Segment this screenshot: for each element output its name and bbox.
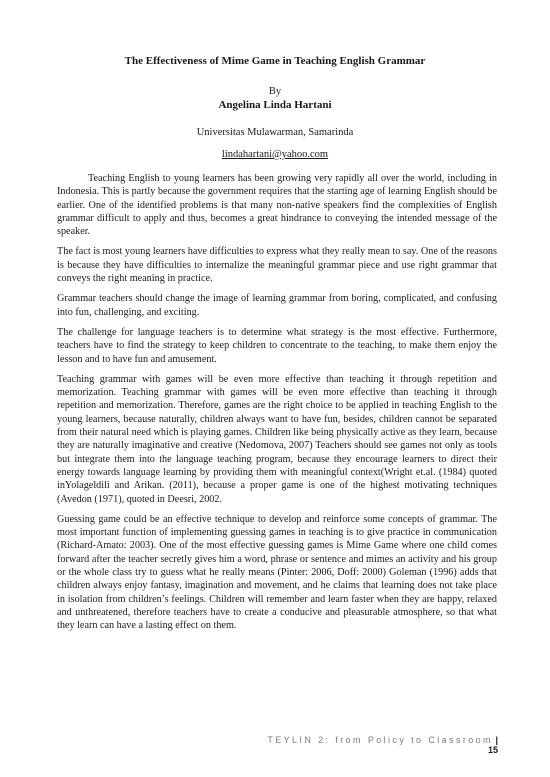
page-footer	[260, 735, 498, 755]
author-email: lindahartani@yahoo.com	[221, 149, 329, 160]
page-number: 15	[487, 745, 498, 755]
journal-name: TEYLIN 2: from Policy to Classroom	[267, 735, 493, 745]
paragraph-3: Grammar teachers should change the image of learning grammar from boring, complicated, and confusing into fun, challenging, and exciting.	[57, 293, 497, 318]
footer-separator: |	[495, 735, 498, 745]
body-text	[57, 172, 497, 640]
paragraph-4: The challenge for language teachers is to determine what strategy is the most effective. Furthermore, teachers have to find the strategy to keep children to concentrate to the teaching, to make them enjoy the lesson and to have fun and amusement.	[57, 326, 497, 365]
by-line: By	[268, 86, 282, 97]
paragraph-5: Teaching grammar with games will be even more effective than teaching it through repetition and memorization. Teaching grammar with games will be even more effective than teaching it through repetition and memorization. Therefore, games are the right choice to be applied in teaching English to the young learners, because naturally, children always want to have fun, besides, children cannot be separated from their natural need which is playing games. Children like being physically active as they learn, because they are naturally imaginative and creative (Nedomova, 2007) Teachers should see games not only as tools but integrate them into the language teaching program, because they encourage learners to direct their energy towards language learning by providing them with meaningful context(Wright et.al. (1984) quoted inYolageldili and Arikan. (2011), because a proper game is one of the highest motivating techniques (Avedon (1971), quoted in Deesri, 2002.	[57, 373, 497, 505]
paragraph-6: Guessing game could be an effective technique to develop and reinforce some concepts of grammar. The most important function of implementing guessing games in teaching is to give practice in communication (Richard-Amato: 2003). One of the most effective guessing games is Mime Game where one child comes forward after the teacher secretly gives him a word, phrase or sentence and mimes an activity and his group or the whole class try to guess what he really means (Pinter: 2006, Doff: 2000) Goleman (1996) adds that children always enjoy fantasy, imagination and movement, and he claims that learning does not take place in isolation from children’s feelings. Children will remember and learn faster when they are happy, relaxed and unthreatened, therefore teachers have to create a conducive and pleasurable atmosphere, so that what they learn can have a lasting effect on them.	[57, 513, 497, 632]
paragraph-2: The fact is most young learners have difficulties to express what they really mean to say. One of the reasons is because they have difficulties to internalize the meaningful grammar piece and use right grammar that conveys the right meaning in practice.	[57, 246, 497, 285]
paper-title: The Effectiveness of Mime Game in Teaching English Grammar	[124, 55, 426, 67]
author-affiliation: Universitas Mulawarman, Samarinda	[196, 127, 354, 138]
paragraph-1: Teaching English to young learners has been growing very rapidly all over the world, including in Indonesia. This is partly because the government requires that the starting age of learning English should be earlier. One of the identified problems is that many non-native speakers find the complexities of English grammar difficult to apply and thus, becomes a great hindrance to conveying the intended message of the speaker.	[57, 173, 497, 238]
author-name: Angelina Linda Hartani	[218, 99, 332, 111]
